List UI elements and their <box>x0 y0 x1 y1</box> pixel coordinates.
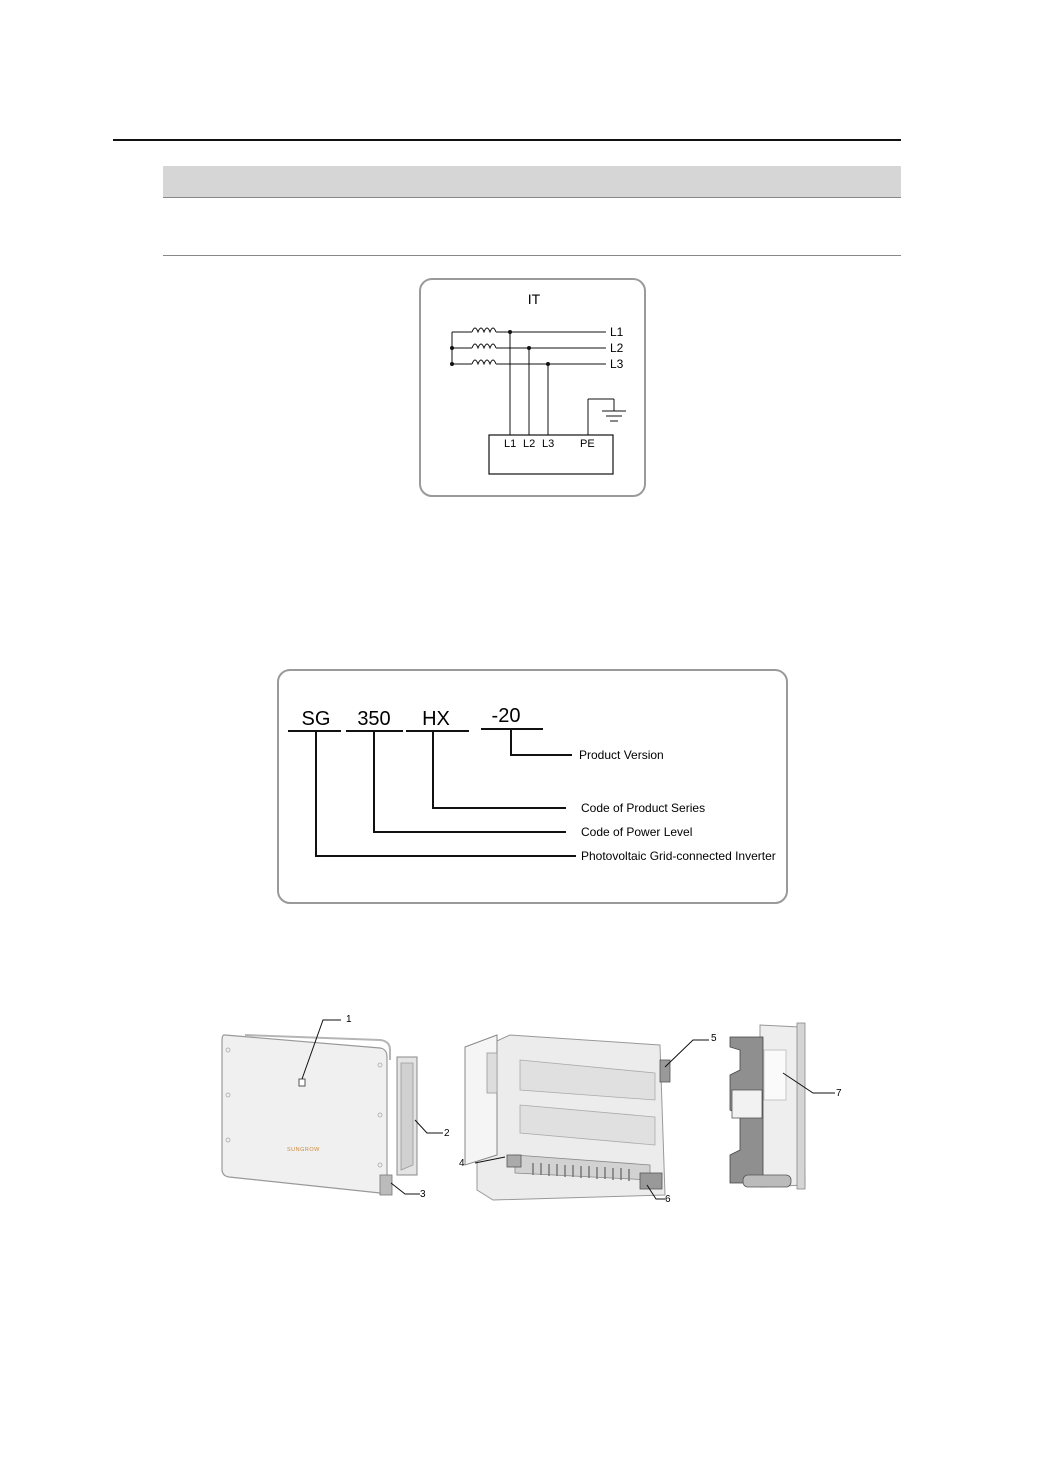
header-rule <box>113 139 901 141</box>
desc-power-level: Code of Power Level <box>581 825 693 839</box>
terminal-label-l3: L3 <box>542 438 555 450</box>
desc-pv-inverter: Photovoltaic Grid-connected Inverter <box>581 849 776 863</box>
terminal-label-l2: L2 <box>523 438 536 450</box>
model-segment-350: 350 <box>357 708 391 730</box>
callout-2: 2 <box>444 1128 450 1139</box>
callout-4: 4 <box>459 1158 465 1169</box>
model-segment-hx: HX <box>422 708 450 730</box>
it-grid-diagram <box>418 277 648 499</box>
callout-7: 7 <box>836 1088 842 1099</box>
grid-line-label-l3: L3 <box>610 357 624 371</box>
terminal-label-l1: L1 <box>504 438 517 450</box>
desc-product-series: Code of Product Series <box>581 801 706 815</box>
desc-product-version: Product Version <box>579 748 664 762</box>
inverter-front-view <box>222 1035 417 1195</box>
terminal-label-pe: PE <box>580 438 595 450</box>
callout-1: 1 <box>346 1014 352 1025</box>
model-segment-version: -20 <box>491 705 521 727</box>
table-header-row <box>163 166 901 198</box>
inverter-side-view <box>730 1023 805 1189</box>
model-segment-sg: SG <box>301 708 331 730</box>
inverter-internal-view <box>465 1035 670 1200</box>
callout-3: 3 <box>420 1189 426 1200</box>
model-code-frame <box>278 670 787 903</box>
callout-6: 6 <box>665 1194 671 1205</box>
model-code-diagram <box>276 668 790 906</box>
callout-5: 5 <box>711 1033 717 1044</box>
it-diagram-title: IT <box>527 291 541 307</box>
product-appearance-figure <box>215 1005 855 1210</box>
grid-line-label-l2: L2 <box>610 341 624 355</box>
table-row <box>163 198 901 256</box>
brand-logo: SUNGROW <box>287 1147 320 1153</box>
grid-line-label-l1: L1 <box>610 325 624 339</box>
led-indicator <box>299 1079 305 1086</box>
